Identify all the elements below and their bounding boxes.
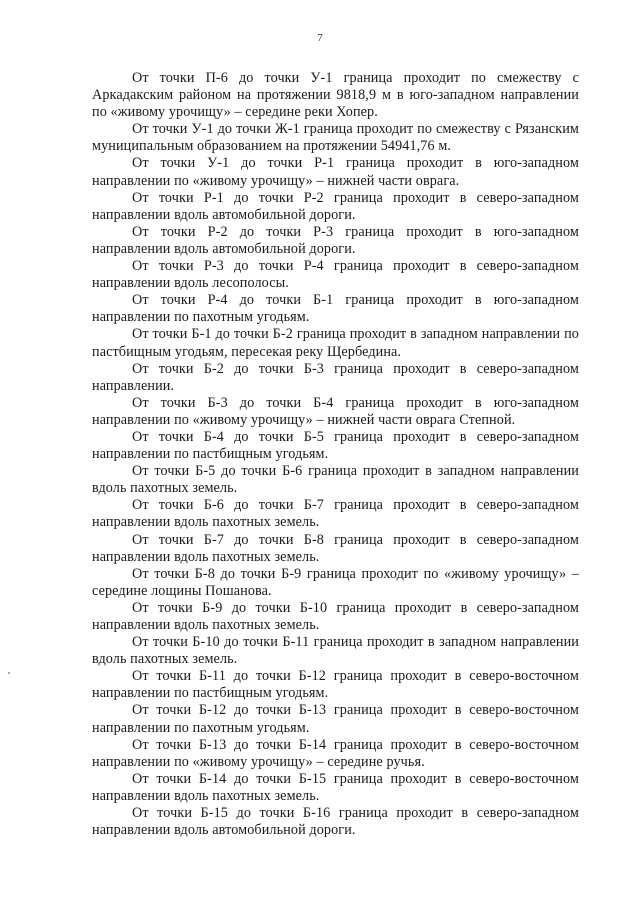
paragraph-b10-b11: От точки Б-10 до точки Б-11 граница проходит в западном направлении вдоль пахотных земель. xyxy=(92,634,579,668)
paragraph-b11-b12: От точки Б-11 до точки Б-12 граница проходит в северо-восточном направлении по пастбищным угодьям. xyxy=(92,668,579,702)
paragraph-r4-b1: От точки Р-4 до точки Б-1 граница проходит в юго-западном направлении по пахотным угодьям. xyxy=(92,292,579,326)
page-number: 7 xyxy=(317,32,323,44)
paragraph-b12-b13: От точки Б-12 до точки Б-13 граница проходит в северо-восточном направлении по пахотным угодьям. xyxy=(92,702,579,736)
paragraph-b3-b4: От точки Б-3 до точки Б-4 граница проходит в юго-западном направлении по «живому урочищу» – нижней части оврага Степной. xyxy=(92,394,579,428)
paragraph-b8-b9: От точки Б-8 до точки Б-9 граница проходит по «живому урочищу» – середине лощины Пошанова. xyxy=(92,565,579,599)
scan-speck xyxy=(8,672,10,674)
paragraph-u1-r1: От точки У-1 до точки Р-1 граница проходит в юго-западном направлении по «живому урочищу» – нижней части оврага. xyxy=(92,155,579,189)
document-body xyxy=(92,70,579,839)
paragraph-b4-b5: От точки Б-4 до точки Б-5 граница проходит в северо-западном направлении по пастбищным угодьям. xyxy=(92,428,579,463)
paragraph-b7-b8: От точки Б-7 до точки Б-8 граница проходит в северо-западном направлении вдоль пахотных земель. xyxy=(92,531,579,565)
paragraph-b5-b6: От точки Б-5 до точки Б-6 граница проходит в западном направлении вдоль пахотных земель. xyxy=(92,463,579,497)
paragraph-b15-b16: От точки Б-15 до точки Б-16 граница проходит в северо-западном направлении вдоль автомобильной дороги. xyxy=(92,805,579,839)
paragraph-r1-r2: От точки Р-1 до точки Р-2 граница проходит в северо-западном направлении вдоль автомобильной дороги. xyxy=(92,189,579,223)
paragraph-b6-b7: От точки Б-6 до точки Б-7 граница проходит в северо-западном направлении вдоль пахотных земель. xyxy=(92,497,579,531)
paragraph-b1-b2: От точки Б-1 до точки Б-2 граница проходит в западном направлении по пастбищным угодьям, пересекая реку Щербедина. xyxy=(92,326,579,360)
paragraph-b13-b14: От точки Б-13 до точки Б-14 граница проходит в северо-восточном направлении по «живому урочищу» – середине ручья. xyxy=(92,736,579,770)
paragraph-p6-u1: От точки П-6 до точки У-1 граница проходит по смежеству с Аркадакским районом на протяжении 9818,9 м в юго-западном направлении по «живому урочищу» – середине реки Хопер. xyxy=(92,70,579,121)
paragraph-r3-r4: От точки Р-3 до точки Р-4 граница проходит в северо-западном направлении вдоль лесополосы. xyxy=(92,258,579,292)
paragraph-r2-r3: От точки Р-2 до точки Р-3 граница проходит в юго-западном направлении вдоль автомобильной дороги. xyxy=(92,223,579,257)
paragraph-b14-b15: От точки Б-14 до точки Б-15 граница проходит в северо-восточном направлении вдоль пахотных земель. xyxy=(92,770,579,804)
paragraph-u1-zh1: От точки У-1 до точки Ж-1 граница проходит по смежеству с Рязанским муниципальным образованием на протяжении 54941,76 м. xyxy=(92,121,579,155)
paragraph-b9-b10: От точки Б-9 до точки Б-10 граница проходит в северо-западном направлении вдоль пахотных земель. xyxy=(92,599,579,633)
paragraph-b2-b3: От точки Б-2 до точки Б-3 граница проходит в северо-западном направлении. xyxy=(92,360,579,394)
